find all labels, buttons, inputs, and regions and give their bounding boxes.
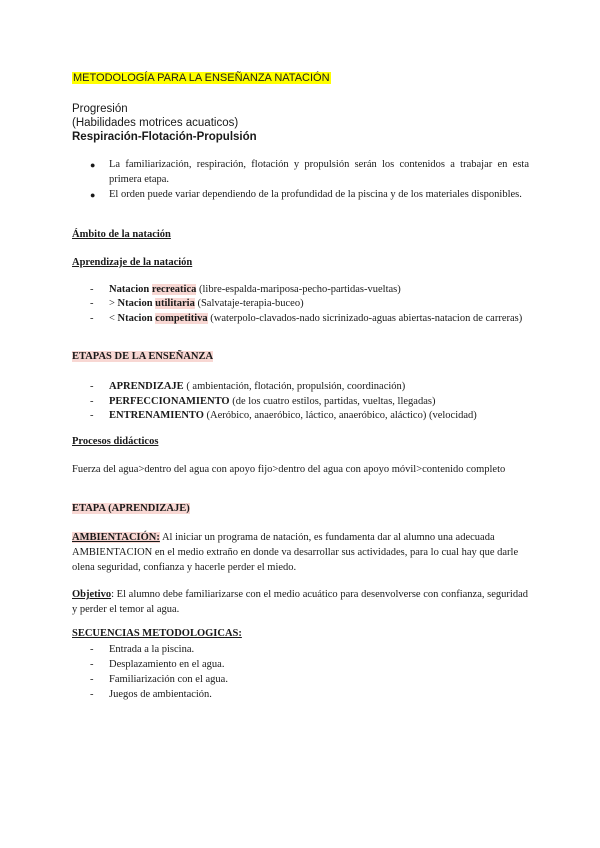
ambientacion-paragraph [72,530,528,575]
dash-marker: - [90,313,94,324]
objetivo-text: : El alumno debe familiarizarse con el medio acuático para desenvolverse con confianza, seguridad y perder el temor al agua. [72,589,528,615]
procesos-text: Fuerza del agua>dentro del agua con apoyo fijo>dentro del agua con apoyo móvil>contenido completo [72,464,506,475]
progresion-label: Progresión [72,103,128,115]
item-prefix: < [109,313,118,324]
item-bold: Ntacion [117,313,156,324]
item-rest: (Salvataje-terapia-buceo) [194,298,304,309]
dash-marker: - [90,689,94,700]
item-highlight: competitiva [155,313,208,324]
procesos-heading: Procesos didácticos [72,436,159,447]
habilidades-label: (Habilidades motrices acuaticos) [72,117,239,129]
item-rest: (waterpolo-clavados-nado sicrinizado-aguas abiertas-natacion de carreras) [207,313,523,324]
etapa-heading [72,503,190,514]
secuencias-heading: SECUENCIAS METODOLOGICAS: [72,628,242,639]
item-rest: (libre-espalda-mariposa-pecho-partidas-vueltas) [196,284,401,295]
bullet-icon: ● [90,190,96,200]
list-item [109,394,529,409]
list-item: Familiarización con el agua. [109,674,228,685]
dash-marker: - [90,284,94,295]
list-item: Desplazamiento en el agua. [109,659,225,670]
item-bold: APRENDIZAJE [109,381,184,392]
objetivo-paragraph [72,587,528,617]
bullet-item: El orden puede variar dependiendo de la profundidad de la piscina y de los materiales disponibles. [109,189,522,200]
etapas-heading [72,351,213,362]
ambientacion-text: Al iniciar un programa de natación, es fundamenta dar al alumno una adecuada AMBIENTACION en el medio extraño en donde va desarrollar sus actividades, para lo cual hay que darle olena seguridad, confianza y hacerle perder el miedo. [72,532,519,573]
dash-marker: - [90,298,94,309]
item-prefix: > [109,298,118,309]
list-item [109,379,529,394]
ambito-heading: Ámbito de la natación [72,229,171,240]
dash-marker: - [90,381,94,392]
item-rest: ( ambientación, flotación, propulsión, coordinación) [183,381,406,392]
aprendizaje-heading: Aprendizaje de la natación [72,257,193,268]
list-item: Juegos de ambientación. [109,689,212,700]
dash-marker: - [90,659,94,670]
item-rest: (Aeróbico, anaeróbico, láctico, anaeróbico, aláctico) (velocidad) [203,410,477,421]
list-item [109,296,529,311]
item-bold: ENTRENAMIENTO [109,410,204,421]
etapa-heading-text: ETAPA (APRENDIZAJE) [72,503,190,514]
etapas-heading-text: ETAPAS DE LA ENSEÑANZA [72,351,214,362]
rfp-heading: Respiración-Flotación-Propulsión [72,131,257,143]
bullet-item: La familiarización, respiración, flotación y propulsión serán los contenidos a trabajar en esta primera etapa. [109,159,529,185]
document-title: METODOLOGÍA PARA LA ENSEÑANZA NATACIÓN [73,72,330,84]
progresion-block [72,102,238,130]
bullet-icon: ● [90,160,96,170]
ambientacion-label: AMBIENTACIÓN: [72,532,160,543]
dash-marker: - [90,396,94,407]
list-item [109,408,549,423]
list-item [109,282,529,297]
objetivo-label: Objetivo [72,589,112,600]
dash-marker: - [90,674,94,685]
dash-marker: - [90,410,94,421]
item-bold: PERFECCIONAMIENTO [109,396,230,407]
dash-marker: - [90,644,94,655]
item-bold: Natacion [109,284,152,295]
item-rest: (de los cuatro estilos, partidas, vueltas, llegadas) [229,396,436,407]
list-item [109,311,529,326]
item-bold: Ntacion [117,298,156,309]
list-item: Entrada a la piscina. [109,644,195,655]
item-highlight: utilitaria [155,298,195,309]
item-highlight: recreatica [151,284,197,295]
